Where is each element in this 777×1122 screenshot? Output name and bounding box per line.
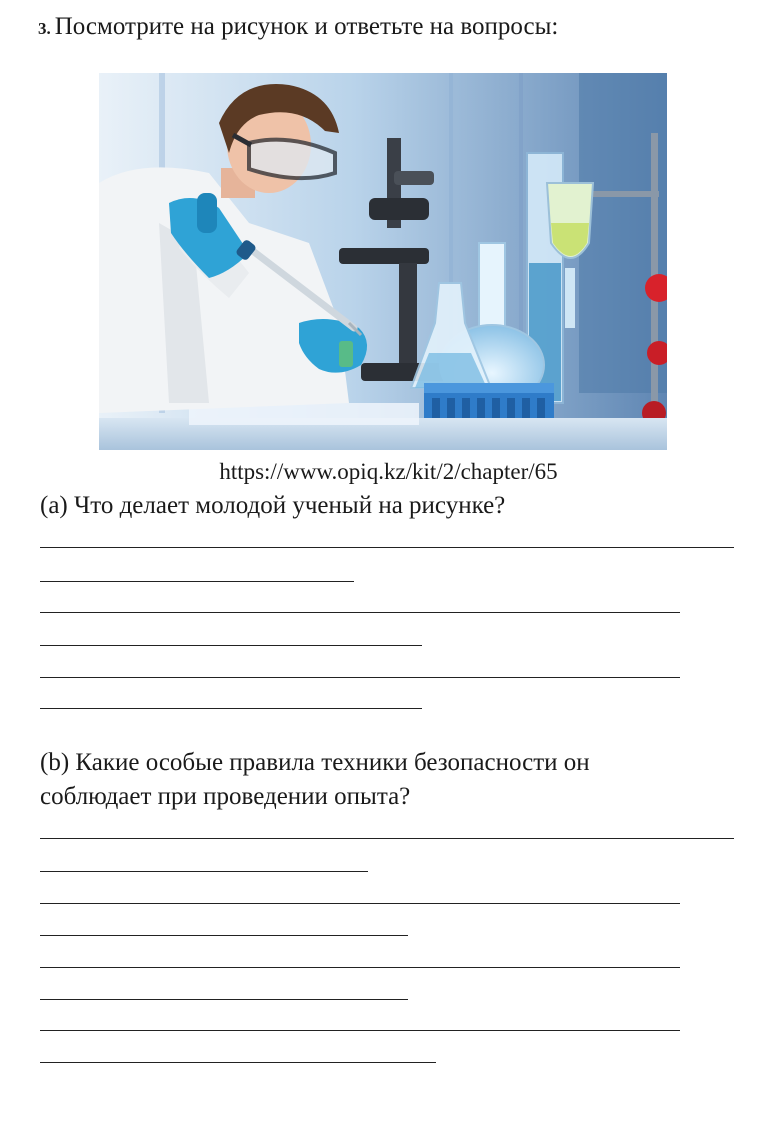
- answer-line-b8[interactable]: [40, 1062, 436, 1063]
- question-b: [40, 746, 590, 814]
- answer-line-b6[interactable]: [40, 999, 408, 1000]
- answer-line-b5[interactable]: [40, 967, 680, 968]
- answer-line-b2[interactable]: [40, 871, 368, 872]
- answer-line-a4[interactable]: [40, 645, 422, 646]
- scientist-illustration: [99, 73, 667, 450]
- answer-line-a1[interactable]: [40, 547, 734, 548]
- task-heading: [38, 12, 558, 44]
- question-b-line2: соблюдает при проведении опыта?: [40, 783, 411, 810]
- answer-line-a3[interactable]: [40, 612, 680, 613]
- task-instruction: Посмотрите на рисунок и ответьте на вопросы:: [54, 13, 559, 40]
- question-a: (a) Что делает молодой ученый на рисунке?: [40, 492, 506, 519]
- answer-line-b7[interactable]: [40, 1030, 680, 1031]
- answer-line-b3[interactable]: [40, 903, 680, 904]
- answer-line-a2[interactable]: [40, 581, 354, 582]
- answer-line-b4[interactable]: [40, 935, 408, 936]
- task-number: 3.: [38, 19, 51, 38]
- answer-line-a6[interactable]: [40, 708, 422, 709]
- answer-line-a5[interactable]: [40, 677, 680, 678]
- answer-line-b1[interactable]: [40, 838, 734, 839]
- lab-photo: [99, 73, 667, 450]
- question-b-line1: (b) Какие особые правила техники безопасности он: [40, 749, 590, 776]
- source-caption: https://www.opiq.kz/kit/2/chapter/65: [219, 459, 558, 484]
